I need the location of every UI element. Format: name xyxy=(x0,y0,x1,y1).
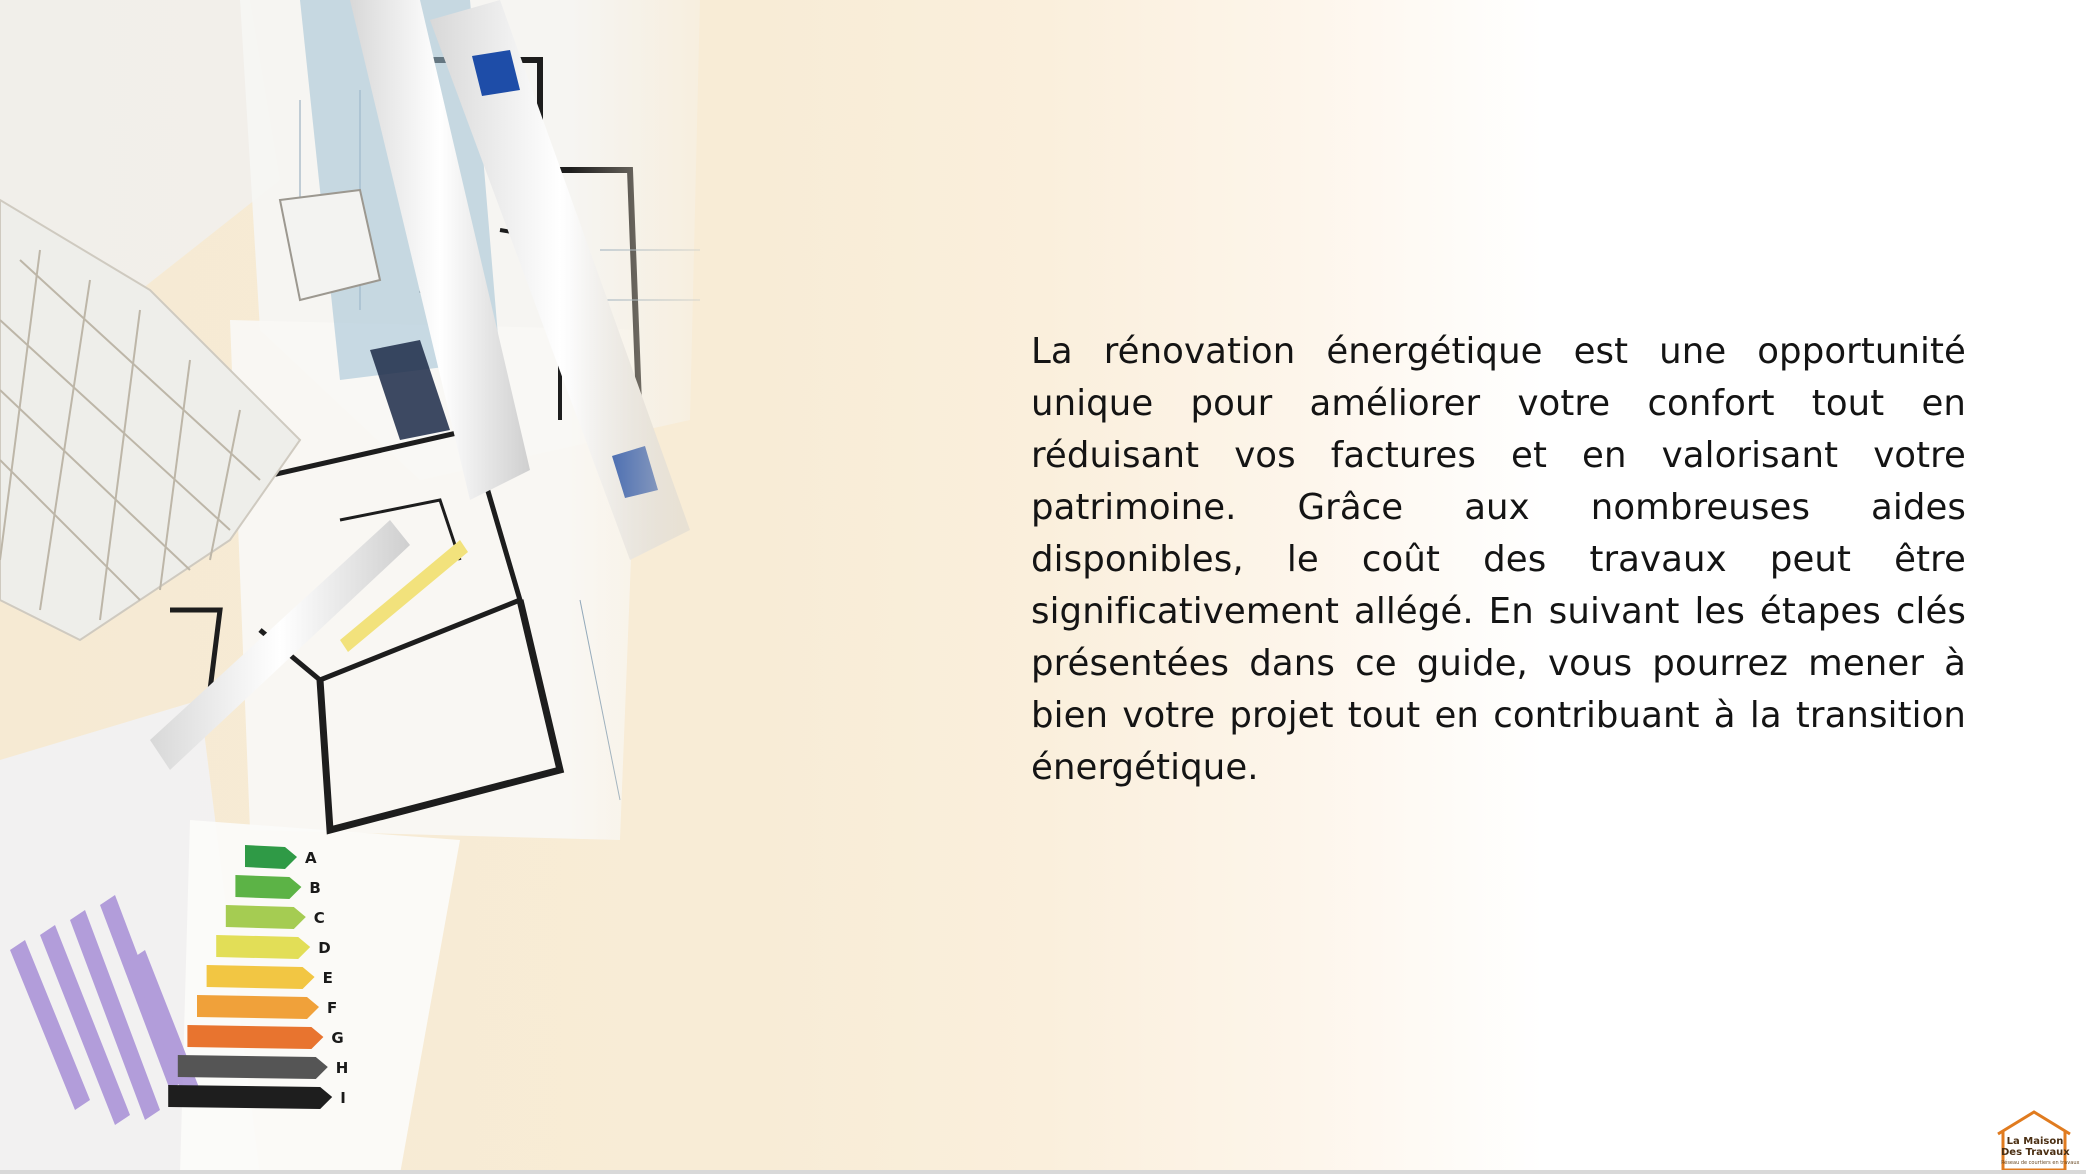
house-roof-icon xyxy=(1998,1112,2070,1134)
renovation-illustration xyxy=(0,0,760,1174)
logo-text-line2: Des Travaux xyxy=(2001,1147,2070,1158)
body-paragraph: La rénovation énergétique est une opportunité unique pour améliorer votre confort tout en réduisant vos factures et en valorisant votre patrimoine. Grâce aux nombreuses aides disponibles, le coût des travaux peut être significativement allégé. En suivant les étapes clés présentées dans ce guide, vous pourrez mener à bien votre projet tout en contribuant à la transition énergétique. xyxy=(1031,331,1966,788)
logo-text-line1: La Maison xyxy=(2006,1136,2064,1147)
slide-bottom-border xyxy=(0,1170,2086,1174)
logo-tagline: Réseau de courtiers en travaux xyxy=(2001,1160,2080,1166)
